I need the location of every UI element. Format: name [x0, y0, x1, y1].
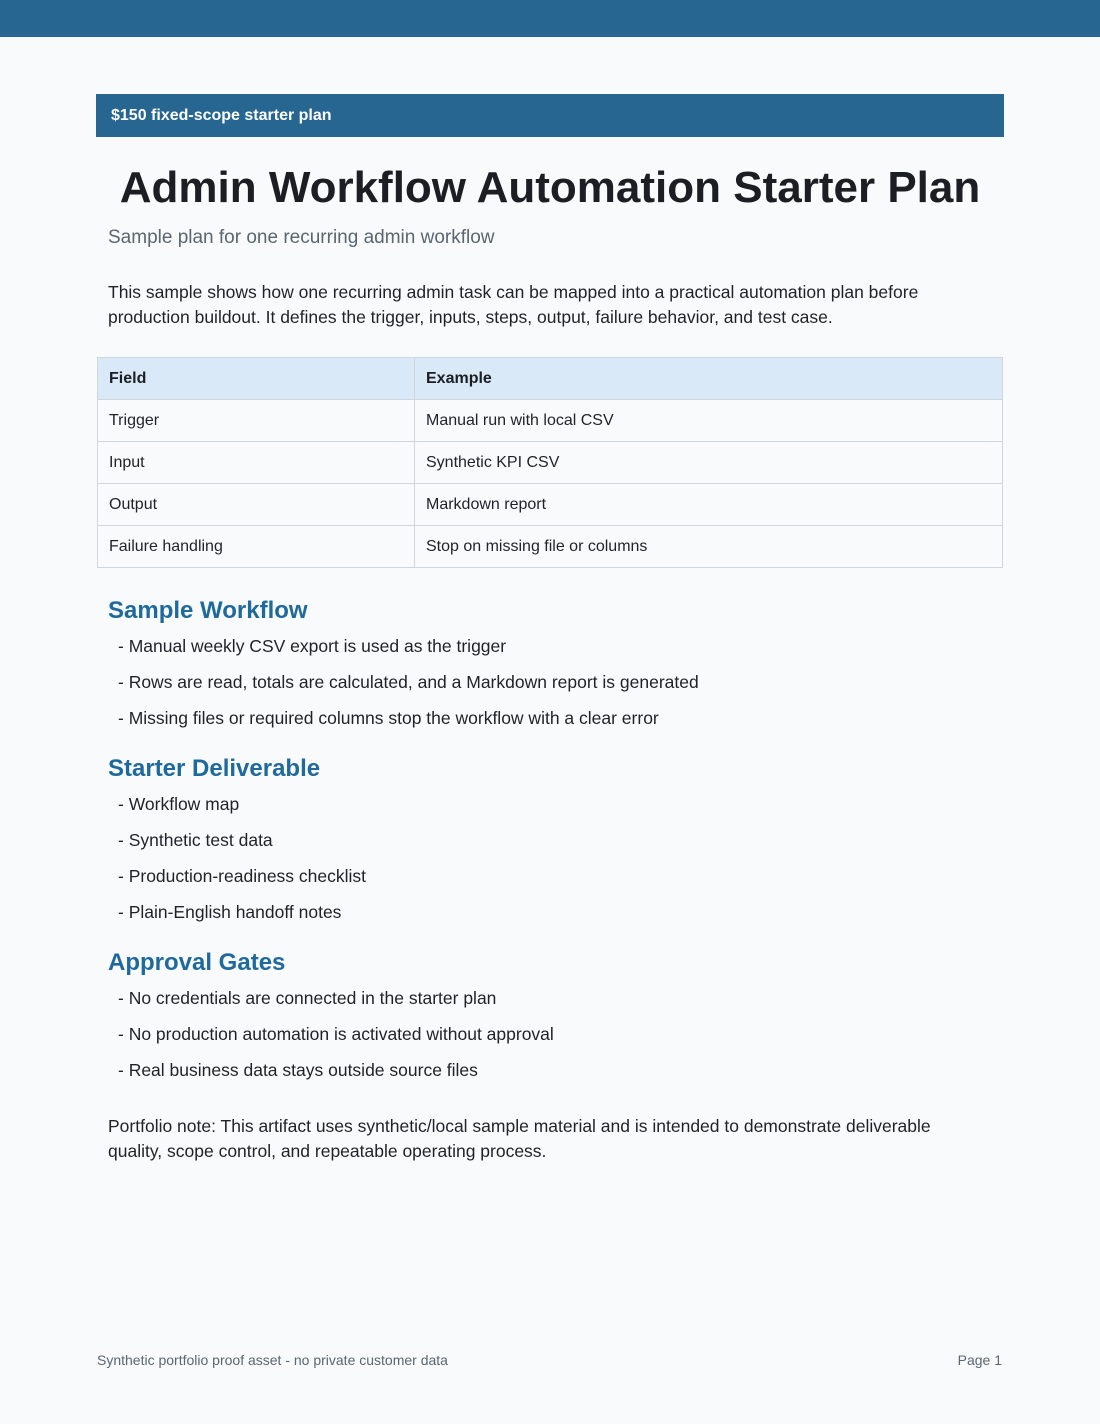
table-header-field: Field [98, 358, 415, 400]
table-header-row [98, 358, 1003, 400]
intro-paragraph: This sample shows how one recurring admin task can be mapped into a practical automation plan before production buildout. It defines the trigger, inputs, steps, output, failure behavior, and test case. [108, 282, 919, 327]
table-cell-example: Synthetic KPI CSV [415, 442, 1003, 484]
table-row [98, 484, 1003, 526]
table-cell-field: Trigger [98, 400, 415, 442]
section-heading-sample-workflow: Sample Workflow [108, 597, 308, 624]
section-heading-starter-deliverable: Starter Deliverable [108, 755, 321, 782]
table-cell-example: Manual run with local CSV [415, 400, 1003, 442]
plan-banner: $150 fixed-scope starter plan [96, 94, 1004, 137]
page-title: Admin Workflow Automation Starter Plan [119, 163, 981, 212]
field-table [97, 357, 1003, 568]
portfolio-note: Portfolio note: This artifact uses synthetic/local sample material and is intended to demonstrate deliverable quality, scope control, and repeatable operating process. [108, 1116, 931, 1161]
table-header-example: Example [415, 358, 1003, 400]
approval-gates-list [118, 986, 554, 1094]
list-item: - No credentials are connected in the starter plan [118, 988, 497, 1008]
table-cell-field: Input [98, 442, 415, 484]
table-cell-field: Output [98, 484, 415, 526]
sample-workflow-list [118, 634, 699, 742]
list-item: - Rows are read, totals are calculated, and a Markdown report is generated [118, 672, 699, 692]
list-item: - Production-readiness checklist [118, 866, 367, 886]
list-item: - Workflow map [118, 794, 240, 814]
list-item: - Real business data stays outside source files [118, 1060, 478, 1080]
page-number: Page 1 [957, 1352, 1002, 1368]
list-item: - Synthetic test data [118, 830, 273, 850]
table-cell-example: Markdown report [415, 484, 1003, 526]
list-item: - Plain-English handoff notes [118, 902, 342, 922]
table-row [98, 526, 1003, 568]
table-row [98, 442, 1003, 484]
starter-deliverable-list [118, 792, 366, 936]
table-row [98, 400, 1003, 442]
list-item: - No production automation is activated without approval [118, 1024, 554, 1044]
list-item: - Manual weekly CSV export is used as the trigger [118, 636, 507, 656]
section-heading-approval-gates: Approval Gates [108, 949, 286, 976]
table-cell-field: Failure handling [98, 526, 415, 568]
table-cell-example: Stop on missing file or columns [415, 526, 1003, 568]
page-subtitle: Sample plan for one recurring admin workflow [108, 227, 495, 248]
footer-disclaimer: Synthetic portfolio proof asset - no private customer data [97, 1352, 448, 1368]
top-color-bar [0, 0, 1100, 37]
list-item: - Missing files or required columns stop the workflow with a clear error [118, 708, 659, 728]
